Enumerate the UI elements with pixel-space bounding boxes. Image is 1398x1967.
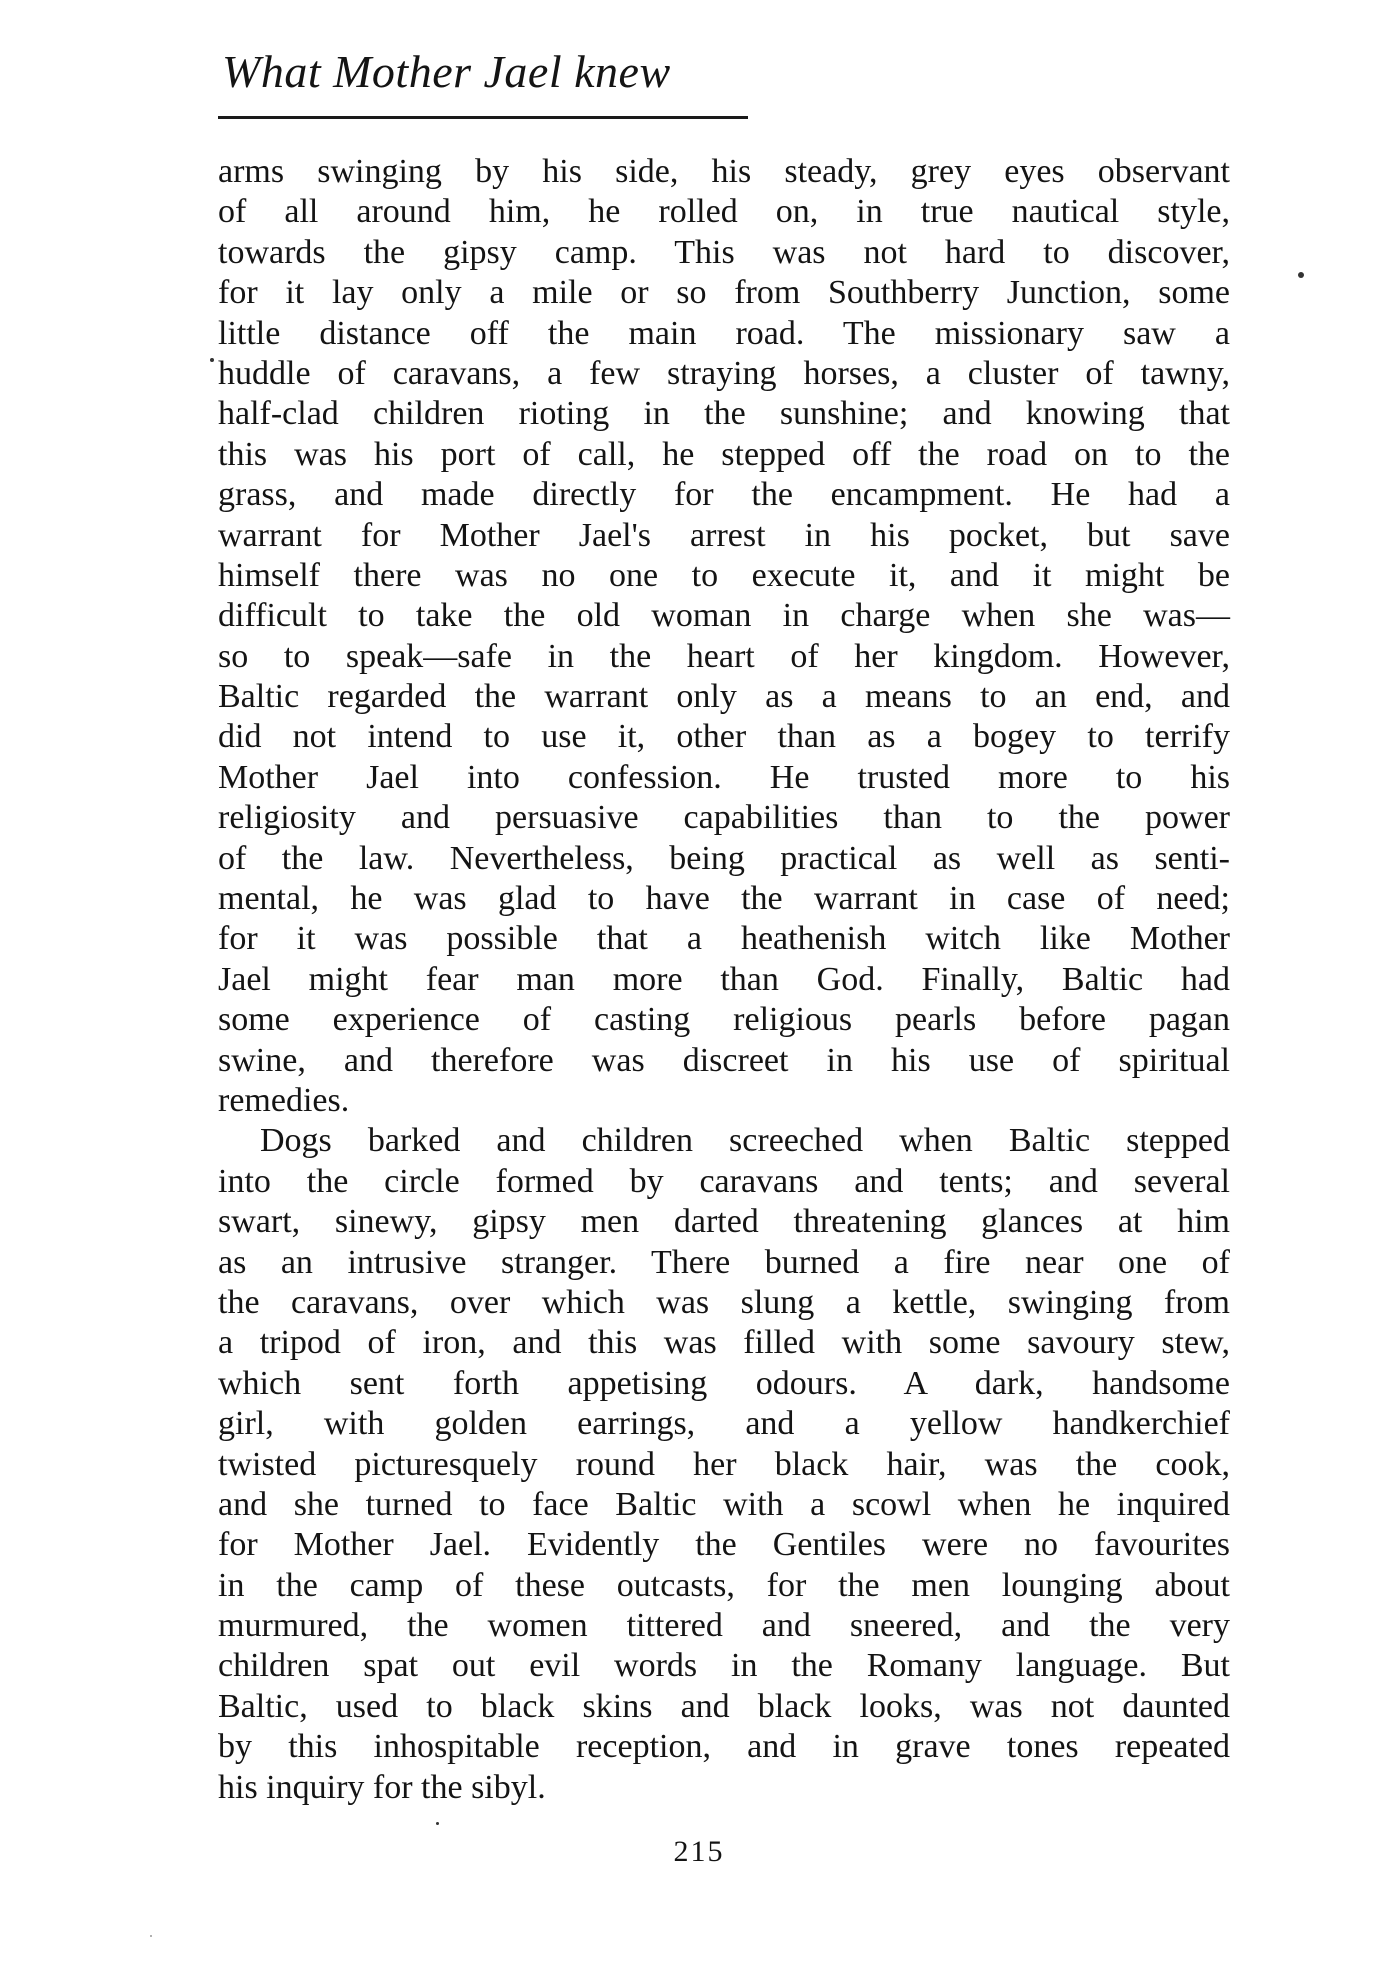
page-number: 215: [673, 1835, 725, 1868]
text-line: into the circle formed by caravans and tents; and several: [218, 1162, 1230, 1200]
text-line: of the law. Nevertheless, being practical as well as senti-: [218, 839, 1230, 877]
text-line: children spat out evil words in the Romany language. But: [218, 1647, 1230, 1685]
text-line: arms swinging by his side, his steady, grey eyes observant: [218, 153, 1230, 190]
text-line: did not intend to use it, other than as a bogey to terrify: [218, 718, 1230, 756]
text-line: huddle of caravans, a few straying horses, a cluster of tawny,: [218, 354, 1230, 392]
text-line: girl, with golden earrings, and a yellow handkerchief: [218, 1405, 1230, 1443]
text-line: of all around him, he rolled on, in true nautical style,: [218, 193, 1230, 231]
text-line: his inquiry for the sibyl.: [218, 1768, 546, 1806]
scan-speck: [436, 1822, 439, 1825]
text-line: remedies.: [218, 1081, 350, 1119]
scan-speck: [210, 358, 214, 362]
text-line: Mother Jael into confession. He trusted more to his: [218, 758, 1230, 796]
text-line: swine, and therefore was discreet in his use of spiritual: [218, 1041, 1230, 1079]
paragraph-1: [218, 152, 1230, 1121]
scan-speck: [150, 1935, 152, 1937]
text-line: religiosity and persuasive capabilities than to the power: [218, 799, 1230, 837]
text-line: for it was possible that a heathenish witch like Mother: [218, 920, 1230, 958]
paragraph-2: [218, 1121, 1230, 1808]
text-line: so to speak—safe in the heart of her kingdom. However,: [218, 637, 1230, 675]
text-line: the caravans, over which was slung a kettle, swinging from: [218, 1283, 1230, 1321]
text-line: towards the gipsy camp. This was not hard to discover,: [218, 233, 1230, 271]
text-line: murmured, the women tittered and sneered, and the very: [218, 1607, 1230, 1645]
text-line: grass, and made directly for the encampment. He had a: [218, 476, 1230, 514]
text-line: and she turned to face Baltic with a scowl when he inquired: [218, 1485, 1230, 1523]
text-line: which sent forth appetising odours. A dark, handsome: [218, 1364, 1230, 1402]
text-line: Baltic, used to black skins and black looks, was not daunted: [218, 1687, 1230, 1725]
text-line: for Mother Jael. Evidently the Gentiles were no favourites: [218, 1526, 1230, 1564]
text-line: for it lay only a mile or so from Southberry Junction, some: [218, 274, 1230, 312]
text-line: Dogs barked and children screeched when Baltic stepped: [260, 1122, 1230, 1160]
text-line: in the camp of these outcasts, for the men lounging about: [218, 1566, 1230, 1604]
text-line: half-clad children rioting in the sunshine; and knowing that: [218, 395, 1230, 433]
text-line: Jael might fear man more than God. Finally, Baltic had: [218, 960, 1230, 998]
body-text: [218, 152, 1230, 1808]
text-line: himself there was no one to execute it, and it might be: [218, 556, 1230, 594]
running-head-title: What Mother Jael knew: [222, 46, 671, 97]
text-line: a tripod of iron, and this was filled with some savoury stew,: [218, 1324, 1230, 1362]
text-line: mental, he was glad to have the warrant in case of need;: [218, 880, 1230, 918]
text-line: warrant for Mother Jael's arrest in his pocket, but save: [218, 516, 1230, 554]
text-line: as an intrusive stranger. There burned a fire near one of: [218, 1243, 1230, 1281]
text-line: some experience of casting religious pearls before pagan: [218, 1001, 1230, 1039]
text-line: difficult to take the old woman in charge when she was—: [218, 597, 1230, 635]
text-line: Baltic regarded the warrant only as a means to an end, and: [218, 678, 1230, 716]
text-line: twisted picturesquely round her black hair, was the cook,: [218, 1445, 1230, 1483]
text-line: swart, sinewy, gipsy men darted threatening glances at him: [218, 1203, 1230, 1241]
text-line: this was his port of call, he stepped off the road on to the: [218, 435, 1230, 473]
running-head: [218, 40, 748, 119]
text-line: by this inhospitable reception, and in grave tones repeated: [218, 1728, 1230, 1766]
scan-speck: [1298, 272, 1304, 278]
text-line: little distance off the main road. The missionary saw a: [218, 314, 1230, 352]
